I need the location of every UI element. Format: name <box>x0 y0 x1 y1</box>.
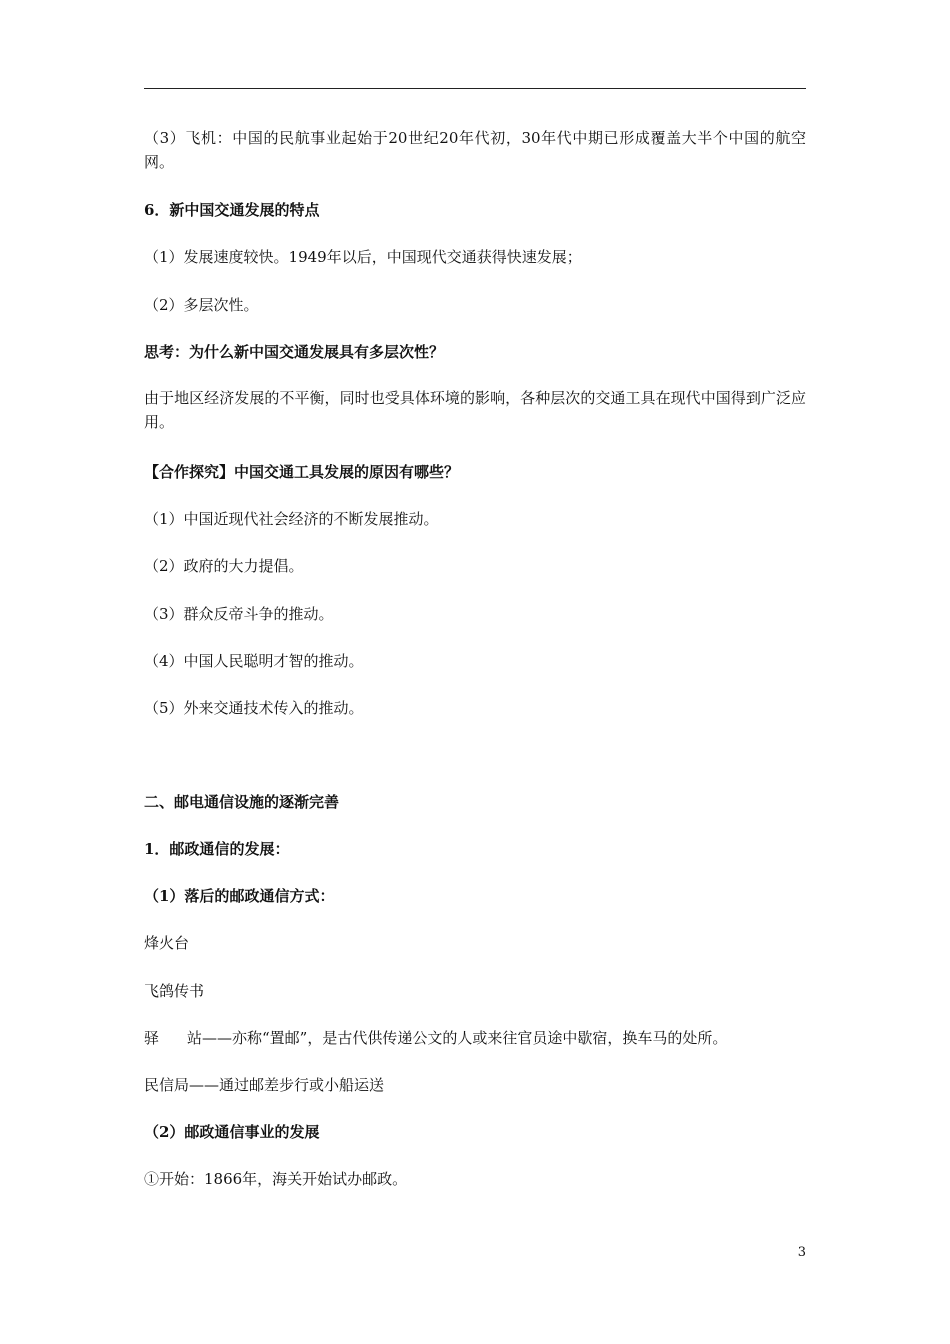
list-item-multilevel: （2）多层次性。 <box>144 296 259 314</box>
list-item-reason-1: （1）中国近现代社会经济的不断发展推动。 <box>144 510 439 528</box>
item-private-post-office: 民信局——通过邮差步行或小船运送 <box>144 1076 385 1094</box>
chapter-heading-postal: 二、邮电通信设施的逐渐完善 <box>144 793 340 811</box>
list-item-reason-3: （3）群众反帝斗争的推动。 <box>144 605 334 623</box>
paragraph-airplane: （3）飞机：中国的民航事业起始于20世纪20年代初，30年代中期已形成覆盖大半个中国的航空网。 <box>144 129 806 171</box>
answer-paragraph: 由于地区经济发展的不平衡，同时也受具体环境的影响，各种层次的交通工具在现代中国得到广泛应用。 <box>144 389 806 431</box>
subsection-heading-backward-methods: （1）落后的邮政通信方式： <box>144 887 335 905</box>
subsection-heading-postal-growth: （2）邮政通信事业的发展 <box>144 1123 320 1141</box>
item-pigeon-post: 飞鸽传书 <box>144 982 205 1000</box>
page-number: 3 <box>797 1245 806 1260</box>
post-station-description: 站——亦称“置邮”，是古代供传递公文的人或来往官员途中歇宿，换车马的处所。 <box>187 1029 728 1047</box>
header-rule <box>144 88 806 89</box>
list-item-reason-5: （5）外来交通技术传入的推动。 <box>144 699 364 717</box>
item-postal-start: ①开始：1866年，海关开始试办邮政。 <box>144 1170 408 1188</box>
list-item-reason-4: （4）中国人民聪明才智的推动。 <box>144 652 364 670</box>
cooperation-heading: 【合作探究】中国交通工具发展的原因有哪些？ <box>144 463 460 481</box>
item-beacon-tower: 烽火台 <box>144 934 190 952</box>
item-post-station <box>144 1026 806 1050</box>
section-heading-postal-development: 1．邮政通信的发展： <box>144 840 290 858</box>
list-item-speed: （1）发展速度较快。1949年以后，中国现代交通获得快速发展； <box>144 248 582 266</box>
section-heading-new-china-traffic: 6．新中国交通发展的特点 <box>144 201 320 219</box>
post-station-char: 驿 <box>144 1029 160 1047</box>
question-heading: 思考：为什么新中国交通发展具有多层次性？ <box>144 343 445 361</box>
list-item-reason-2: （2）政府的大力提倡。 <box>144 557 304 575</box>
